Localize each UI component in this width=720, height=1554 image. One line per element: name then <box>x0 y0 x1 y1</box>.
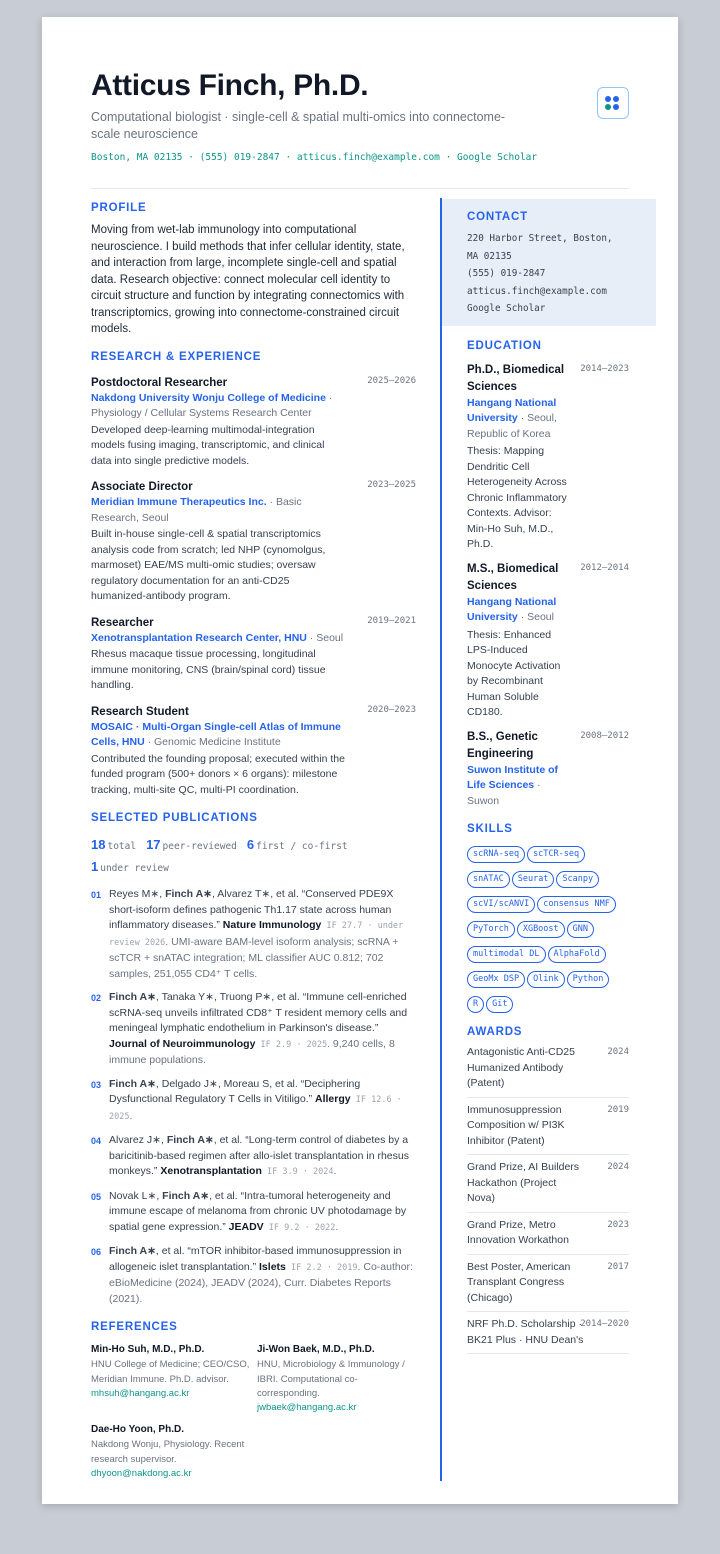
experience-item <box>91 615 416 694</box>
column-divider <box>440 198 442 1481</box>
education-item <box>467 362 629 553</box>
publication-authors-title: , Tanaka Y∗, Truong P∗, et al. “Immune cell-enriched scRNA-seq unveils infiltrated CD8⁺ T resident memory cells and meningeal lymphatic endothelium in Parkinson's disease.” <box>109 991 408 1034</box>
publication-item <box>91 1244 416 1307</box>
publication-self-author: Finch A∗ <box>109 1245 156 1257</box>
award-year: 2014–2020 <box>580 1319 629 1329</box>
skill-chip: Scanpy <box>556 871 599 888</box>
publication-journal: Nature Immunology <box>222 919 322 931</box>
publication-notes: . <box>129 1109 133 1122</box>
reference-email[interactable]: dhyoon@nakdong.ac.kr <box>91 1467 192 1479</box>
award-item <box>467 1312 629 1354</box>
job-organization <box>91 391 346 422</box>
publication-impact-factor: IF 2.2 · 2019 <box>285 1262 358 1273</box>
reference-item <box>91 1343 251 1401</box>
contact-item[interactable]: 220 Harbor Street, Boston, MA 02135 <box>467 233 613 262</box>
award-year: 2023 <box>607 1219 629 1230</box>
skill-chip: PyTorch <box>467 921 515 938</box>
publication-authors-title: , Delgado J∗, Moreau S, et al. “Deciphering Dysfunctional Regulatory T Cells in Vitiligo.” <box>109 1077 361 1105</box>
publication-number: 05 <box>91 1191 102 1202</box>
monogram-logo-icon <box>597 87 629 119</box>
organization-name: Xenotransplantation Research Center, HNU <box>91 631 307 644</box>
award-year: 2017 <box>607 1261 629 1272</box>
section-title-contact: CONTACT <box>467 211 528 223</box>
publication-number: 02 <box>91 993 102 1003</box>
organization-name: Meridian Immune Therapeutics Inc. <box>91 496 267 508</box>
publication-impact-factor: IF 27.7 · under review 2026 <box>109 921 404 948</box>
award-item <box>467 1098 629 1156</box>
tagline: Computational biologist · single-cell & spatial multi-omics into connectome-scale neuroscience <box>91 110 506 141</box>
organization-name: Nakdong University Wonju College of Medicine <box>91 391 326 404</box>
job-dates: 2023–2025 <box>367 480 416 490</box>
skill-chip: AlphaFold <box>548 946 606 963</box>
institution-location: · Seoul, Republic of Korea <box>467 412 557 440</box>
thesis: Thesis: Mapping Dendritic Cell Heterogeneity Across Chronic Inflammatory Contexts. Advisor: Min-Ho Suh, M.D., Ph.D. <box>467 445 567 550</box>
award-title: Grand Prize, Metro Innovation Workathon <box>467 1218 569 1246</box>
publication-impact-factor: IF 2.9 · 2025 <box>255 1039 328 1050</box>
header-contact-line: Boston, MA 02135 · (555) 019-2847 · atticus.finch@example.com · Google Scholar <box>91 152 538 163</box>
skill-chip: scRNA-seq <box>467 846 525 863</box>
job-dates: 2019–2021 <box>367 615 416 626</box>
institution-name: Hangang National University <box>467 595 557 623</box>
skill-chip: Seurat <box>512 871 555 888</box>
experience-list <box>91 375 416 799</box>
reference-item <box>91 1423 251 1481</box>
reference-name: Min-Ho Suh, M.D., Ph.D. <box>91 1344 205 1355</box>
job-role: Research Student <box>91 705 189 718</box>
publication-authors-before: Reyes M∗, <box>109 888 166 900</box>
resume-page <box>42 17 678 1504</box>
publication-self-author: Finch A∗ <box>165 888 212 900</box>
skill-chip: Python <box>567 971 610 988</box>
reference-name: Ji-Won Baek, M.D., Ph.D. <box>257 1344 375 1355</box>
section-title-education: EDUCATION <box>467 339 542 352</box>
award-title: Immunosuppression Composition w/ PI3K Inhibitor (Patent) <box>467 1103 565 1147</box>
main-column <box>91 200 416 1493</box>
reference-name: Dae-Ho Yoon, Ph.D. <box>91 1424 184 1435</box>
job-description: Contributed the founding proposal; executed within the funded program (500+ donors × 6 organs): milestone tracking, multi-site QC, multi-PI coordination. <box>91 752 345 796</box>
education-dates: 2014–2023 <box>580 363 629 374</box>
job-organization <box>91 631 346 647</box>
skill-chip: consensus NMF <box>537 896 616 913</box>
publication-authors-title: , et al. “Intra-tumoral heterogeneity and immune escape of melanoma from chronic UV photodamage by spatial gene expression.” <box>109 1189 407 1233</box>
education-item <box>467 561 629 721</box>
skill-chips <box>467 843 629 1018</box>
reference-item <box>257 1343 417 1415</box>
job-role: Associate Director <box>91 481 193 493</box>
publication-item <box>91 1077 416 1126</box>
institution <box>467 595 572 626</box>
organization-detail: · Genomic Medicine Institute <box>144 736 281 748</box>
publication-self-author: Finch A∗ <box>109 991 156 1003</box>
organization-detail: · Basic Research, Seoul <box>91 496 302 524</box>
skill-chip: GeoMx DSP <box>467 971 525 988</box>
institution <box>467 396 572 443</box>
education-dates: 2008–2012 <box>580 730 629 741</box>
experience-item <box>91 704 416 799</box>
publication-self-author: Finch A∗ <box>109 1077 156 1090</box>
skill-chip: Git <box>486 996 513 1013</box>
reference-affiliation: Nakdong Wonju, Physiology. Recent research supervisor. <box>91 1439 245 1465</box>
contact-list <box>467 230 629 318</box>
publication-notes: . <box>333 1165 337 1177</box>
contact-item[interactable]: atticus.finch@example.com <box>467 285 607 297</box>
section-title-profile: PROFILE <box>91 202 147 214</box>
publication-item <box>91 1189 416 1237</box>
contact-item[interactable]: Google Scholar <box>467 303 546 314</box>
section-title-awards: AWARDS <box>467 1026 523 1038</box>
skill-chip: scTCR-seq <box>527 846 585 863</box>
publication-notes: . Co-author: eBioMedicine (2024), JEADV (2024), Curr. Diabetes Reports (2021). <box>109 1260 413 1305</box>
award-year: 2024 <box>607 1047 629 1057</box>
stat-label: first / co-first <box>256 841 348 852</box>
education-item <box>467 729 629 810</box>
resume-header <box>91 67 629 163</box>
publication-journal: Allergy <box>315 1093 351 1105</box>
publication-authors-before: Alvarez J∗, <box>109 1134 167 1146</box>
publication-notes: . <box>335 1220 339 1233</box>
publication-item <box>91 1133 416 1181</box>
publication-self-author: Finch A∗ <box>166 1134 214 1146</box>
reference-email[interactable]: jwbaek@hangang.ac.kr <box>257 1402 357 1414</box>
award-title: Best Poster, American Transplant Congress (Chicago) <box>467 1260 571 1304</box>
award-year: 2024 <box>607 1162 629 1172</box>
publication-authors-before: Novak L∗, <box>109 1189 163 1202</box>
section-title-skills: SKILLS <box>467 823 513 835</box>
publication-journal: Islets <box>259 1260 286 1273</box>
skill-chip: snATAC <box>467 871 510 888</box>
institution-location: · Suwon <box>467 779 541 807</box>
side-column <box>467 209 629 1354</box>
skill-chip: multimodal DL <box>467 946 546 963</box>
stat-label: under review <box>100 863 169 874</box>
job-organization <box>91 720 346 751</box>
skill-chip: GNN <box>567 921 594 938</box>
publication-journal: Journal of Neuroimmunology <box>109 1037 256 1050</box>
award-year: 2019 <box>607 1104 629 1115</box>
job-description: Built in-house single-cell & spatial transcriptomics analysis code from scratch; led NHP (cynomolgus, marmoset) EAE/MS multi-omic studies; oversaw regulatory documentation for an anti-CD25 humanized-antibody program. <box>91 528 326 602</box>
section-title-experience: RESEARCH & EXPERIENCE <box>91 350 262 363</box>
publication-number: 03 <box>91 1079 102 1090</box>
award-list <box>467 1040 629 1354</box>
organization-name: MOSAIC · Multi-Organ Single-cell Atlas of Immune Cells, HNU <box>91 720 341 748</box>
institution-location: · Seoul <box>517 611 554 623</box>
publication-impact-factor: IF 12.6 · 2025 <box>109 1095 402 1122</box>
publication-journal: JEADV <box>228 1220 264 1233</box>
job-dates: 2025–2026 <box>367 375 416 386</box>
reference-email[interactable]: mhsuh@hangang.ac.kr <box>91 1387 190 1399</box>
publication-self-author: Finch A∗ <box>162 1189 210 1202</box>
publication-notes: . UMI-aware BAM-level isoform analysis; scRNA + scTCR + snATAC integration; ML classifier AUC 0.812; 702 samples, 251,055 CD4⁺ T cells. <box>109 935 399 980</box>
education-list <box>467 362 629 810</box>
degree: B.S., Genetic Engineering <box>467 730 538 760</box>
skill-chip: XGBoost <box>517 921 565 938</box>
publication-impact-factor: IF 3.9 · 2024 <box>261 1167 334 1177</box>
candidate-name: Atticus Finch, Ph.D. <box>91 69 369 102</box>
publication-number: 06 <box>91 1247 102 1257</box>
degree: M.S., Biomedical Sciences <box>467 562 559 592</box>
publication-number: 01 <box>91 890 102 900</box>
contact-item[interactable]: (555) 019-2847 <box>467 268 546 279</box>
job-dates: 2020–2023 <box>367 704 416 715</box>
thesis: Thesis: Enhanced LPS-Induced Monocyte Activation by Recombinant Human Soluble CD180. <box>467 628 561 718</box>
publication-authors-title: , Alvarez T∗, et al. “Conserved PDE9X short-isoform defines pathogenic Th1.17 state across human inflammatory diseases.” <box>109 888 394 931</box>
publication-authors-title: , et al. “mTOR inhibitor-based immunosuppression in allogeneic islet transplantation.” <box>109 1245 402 1273</box>
reference-affiliation: HNU, Microbiology & Immunology / IBRI. Computational co-corresponding. <box>257 1359 405 1399</box>
award-item <box>467 1155 629 1213</box>
skill-chip: R <box>467 996 484 1013</box>
award-title: Antagonistic Anti-CD25 Humanized Antibody (Patent) <box>467 1046 575 1089</box>
institution-name: Hangang National University <box>467 396 557 424</box>
stat-label: peer-reviewed <box>162 841 237 852</box>
organization-detail: · Physiology / Cellular Systems Research Center <box>91 391 333 419</box>
job-role: Postdoctoral Researcher <box>91 376 228 389</box>
award-title: Grand Prize, AI Builders Hackathon (Project Nova) <box>467 1161 580 1204</box>
award-title: NRF Ph.D. Scholarship · BK21 Plus · HNU Dean's <box>467 1318 584 1346</box>
publication-item <box>91 887 416 982</box>
stat-number: 1 <box>91 859 99 874</box>
skill-chip: scVI/scANVI <box>467 896 535 913</box>
job-organization <box>91 495 346 526</box>
stat-number: 17 <box>146 837 161 852</box>
publication-notes: . 9,240 cells, 8 immune populations. <box>109 1037 395 1066</box>
publication-impact-factor: IF 9.2 · 2022 <box>263 1222 336 1233</box>
publication-list <box>91 887 416 1307</box>
skill-chip: Olink <box>527 971 565 988</box>
award-item <box>467 1213 629 1255</box>
education-dates: 2012–2014 <box>580 562 629 573</box>
organization-detail: · Seoul <box>306 631 344 644</box>
stat-number: 18 <box>91 837 106 852</box>
job-description: Developed deep-learning multimodal-integration models fusing imaging, transcriptomic, and clinical data into single predictive models. <box>91 423 325 467</box>
experience-item <box>91 479 416 605</box>
award-item <box>467 1040 629 1098</box>
reference-list <box>91 1343 416 1493</box>
profile-text: Moving from wet-lab immunology into computational neuroscience. I build methods that infer cellular identity, state, and interaction from large, incomplete single-cell and spatial data. Research objective: connect molecular cell identity to circuit structure and function by integrating connectomics with transcriptomics, growing into connectome-constrained circuit models. <box>91 224 405 335</box>
degree: Ph.D., Biomedical Sciences <box>467 363 565 393</box>
job-description: Rhesus macaque tissue processing, longitudinal immune monitoring, CNS (brain/spinal cord) tissue handling. <box>91 648 326 691</box>
award-item <box>467 1255 629 1313</box>
institution-name: Suwon Institute of Life Sciences <box>467 763 558 791</box>
reference-affiliation: HNU College of Medicine; CEO/CSO, Meridian Immune. Ph.D. advisor. <box>91 1359 250 1385</box>
header-divider <box>91 188 629 189</box>
section-title-publications: SELECTED PUBLICATIONS <box>91 812 258 824</box>
publication-authors-title: , et al. “Long-term control of diabetes by a baricitinib-based regimen after allo-islet transplantation in rhesus monkeys.” <box>109 1134 409 1177</box>
section-title-references: REFERENCES <box>91 1321 178 1333</box>
publication-journal: Xenotransplantation <box>160 1165 262 1177</box>
institution <box>467 763 572 810</box>
publication-number: 04 <box>91 1136 102 1146</box>
publication-item <box>91 990 416 1069</box>
publication-stats <box>91 835 416 879</box>
stat-number: 6 <box>246 837 255 852</box>
job-role: Researcher <box>91 616 154 629</box>
stat-label: total <box>107 841 137 852</box>
experience-item <box>91 375 416 470</box>
